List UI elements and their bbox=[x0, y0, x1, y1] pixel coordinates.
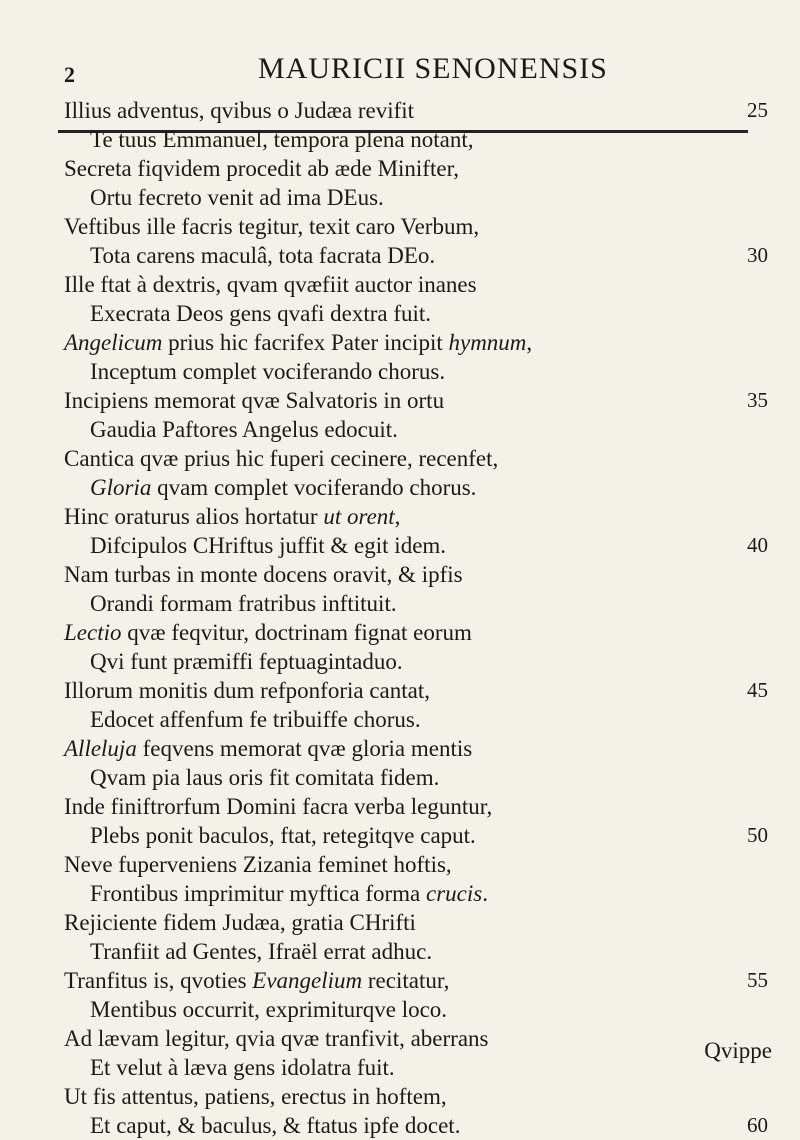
italic-term: Gloria bbox=[90, 475, 152, 500]
verse-text: Edocet affenfum fe tribuiffe chorus. bbox=[90, 707, 421, 732]
verse-text: Nam turbas in monte docens oravit, & ipfis bbox=[64, 562, 463, 587]
verse-text: Qvi funt præmiffi feptuagintaduo. bbox=[90, 649, 403, 674]
italic-term: Alleluja bbox=[64, 736, 137, 761]
line-number: 55 bbox=[747, 968, 768, 992]
verse-fragment: Hinc oraturus alios hortatur bbox=[64, 504, 324, 529]
verse-line bbox=[64, 821, 784, 850]
verse-text: Ad lævam legitur, qvia qvæ tranfivit, aberrans bbox=[64, 1026, 489, 1051]
verse-text bbox=[64, 968, 449, 993]
verse-text: Inde finiftrorfum Domini facra verba leguntur, bbox=[64, 794, 493, 819]
verse-line bbox=[64, 386, 784, 415]
page-header bbox=[0, 42, 800, 90]
verse-line bbox=[64, 415, 784, 444]
verse-text: Ut fis attentus, patiens, erectus in hoftem, bbox=[64, 1084, 447, 1109]
catchword: Qvippe bbox=[704, 1038, 772, 1063]
verse-line bbox=[64, 705, 784, 734]
verse-line bbox=[64, 96, 784, 125]
verse-line bbox=[64, 1024, 784, 1053]
verse-text: Et velut à læva gens idolatra fuit. bbox=[90, 1055, 395, 1080]
verse-text: Plebs ponit baculos, ftat, retegitqve caput. bbox=[90, 823, 476, 848]
verse-text: Veftibus ille facris tegitur, texit caro Verbum, bbox=[64, 214, 480, 239]
line-number: 30 bbox=[747, 243, 768, 267]
verse-text: Illorum monitis dum refponforia cantat, bbox=[64, 678, 430, 703]
verse-line bbox=[64, 850, 784, 879]
verse-fragment: , bbox=[526, 330, 533, 355]
verse-line bbox=[64, 937, 784, 966]
verse-text: Inceptum complet vociferando chorus. bbox=[90, 359, 446, 384]
verse-text: Neve fuperveniens Zizania feminet hoftis, bbox=[64, 852, 452, 877]
verse-text: Et caput, & baculus, & ftatus ipfe docet. bbox=[90, 1113, 461, 1138]
verse-line bbox=[64, 154, 784, 183]
italic-term: crucis bbox=[426, 881, 483, 906]
verse-line bbox=[64, 734, 784, 763]
verse-line bbox=[64, 328, 784, 357]
verse-line bbox=[64, 502, 784, 531]
running-title: MAURICII SENONENSIS bbox=[258, 52, 608, 85]
verse-text: Secreta fiqvidem procedit ab æde Minifter, bbox=[64, 156, 460, 181]
verse-line bbox=[64, 792, 784, 821]
verse-line bbox=[64, 1082, 784, 1111]
verse-text: Tranfiit ad Gentes, Ifraël errat adhuc. bbox=[90, 939, 433, 964]
verse-line bbox=[64, 212, 784, 241]
verse-text: Ille ftat à dextris, qvam qvæfiit auctor inanes bbox=[64, 272, 477, 297]
verse-fragment: Frontibus imprimitur myftica forma bbox=[90, 881, 427, 906]
verse-line bbox=[64, 618, 784, 647]
verse-line bbox=[64, 270, 784, 299]
verse-fragment: feqvens memorat qvæ gloria mentis bbox=[136, 736, 473, 761]
verse-line bbox=[64, 560, 784, 589]
verse-line bbox=[64, 995, 784, 1024]
verse-text: Ortu fecreto venit ad ima DEus. bbox=[90, 185, 384, 210]
line-number: 50 bbox=[747, 823, 768, 847]
verse-fragment: , bbox=[394, 504, 401, 529]
verse-line bbox=[64, 357, 784, 386]
italic-term: hymnum bbox=[448, 330, 527, 355]
italic-term: Evangelium bbox=[252, 968, 363, 993]
verse-text bbox=[64, 620, 472, 645]
verse-text bbox=[64, 881, 488, 906]
verse-line bbox=[64, 647, 784, 676]
verse-line bbox=[64, 589, 784, 618]
verse-text: Illius adventus, qvibus o Judæa revifit bbox=[64, 98, 415, 123]
verse-line bbox=[64, 125, 784, 154]
verse-text bbox=[64, 736, 472, 761]
poem-text bbox=[64, 96, 784, 1140]
verse-text: Orandi formam fratribus inftituit. bbox=[90, 591, 397, 616]
verse-text: Te tuus Emmanuel, tempora plena notant, bbox=[90, 127, 474, 152]
verse-text bbox=[64, 330, 532, 355]
verse-line bbox=[64, 879, 784, 908]
verse-fragment: qvam complet vociferando chorus. bbox=[151, 475, 477, 500]
verse-text: Qvam pia laus oris fit comitata fidem. bbox=[90, 765, 440, 790]
verse-text: Rejiciente fidem Judæa, gratia CHrifti bbox=[64, 910, 416, 935]
verse-line bbox=[64, 183, 784, 212]
verse-text: Tota carens maculâ, tota facrata DEo. bbox=[90, 243, 436, 268]
verse-fragment: Tranfitus is, qvoties bbox=[64, 968, 253, 993]
verse-line bbox=[64, 531, 784, 560]
verse-fragment: prius hic facrifex Pater incipit bbox=[162, 330, 449, 355]
verse-text: Gaudia Paftores Angelus edocuit. bbox=[90, 417, 398, 442]
verse-line bbox=[64, 676, 784, 705]
line-number: 45 bbox=[747, 678, 768, 702]
verse-line bbox=[64, 473, 784, 502]
verse-line bbox=[64, 908, 784, 937]
verse-fragment: recitatur, bbox=[362, 968, 450, 993]
italic-term: Lectio bbox=[64, 620, 122, 645]
line-number: 40 bbox=[747, 533, 768, 557]
verse-text: Execrata Deos gens qvafi dextra fuit. bbox=[90, 301, 432, 326]
italic-term: Angelicum bbox=[64, 330, 163, 355]
verse-line bbox=[64, 966, 784, 995]
line-number: 60 bbox=[747, 1113, 768, 1137]
verse-line bbox=[64, 763, 784, 792]
verse-fragment: . bbox=[482, 881, 488, 906]
verse-line bbox=[64, 1053, 784, 1082]
verse-text bbox=[64, 475, 476, 500]
verse-line bbox=[64, 241, 784, 270]
verse-text: Cantica qvæ prius hic fuperi cecinere, recenfet, bbox=[64, 446, 499, 471]
verse-line bbox=[64, 299, 784, 328]
verse-line bbox=[64, 444, 784, 473]
page-number: 2 bbox=[64, 62, 75, 87]
verse-text: Difcipulos CHriftus juffit & egit idem. bbox=[90, 533, 447, 558]
italic-term: ut orent bbox=[323, 504, 395, 529]
verse-text: Mentibus occurrit, exprimiturqve loco. bbox=[90, 997, 448, 1022]
line-number: 35 bbox=[747, 388, 768, 412]
verse-fragment: qvæ feqvitur, doctrinam fignat eorum bbox=[121, 620, 472, 645]
verse-text bbox=[64, 504, 400, 529]
verse-text: Incipiens memorat qvæ Salvatoris in ortu bbox=[64, 388, 445, 413]
verse-line bbox=[64, 1111, 784, 1140]
line-number: 25 bbox=[747, 98, 768, 122]
